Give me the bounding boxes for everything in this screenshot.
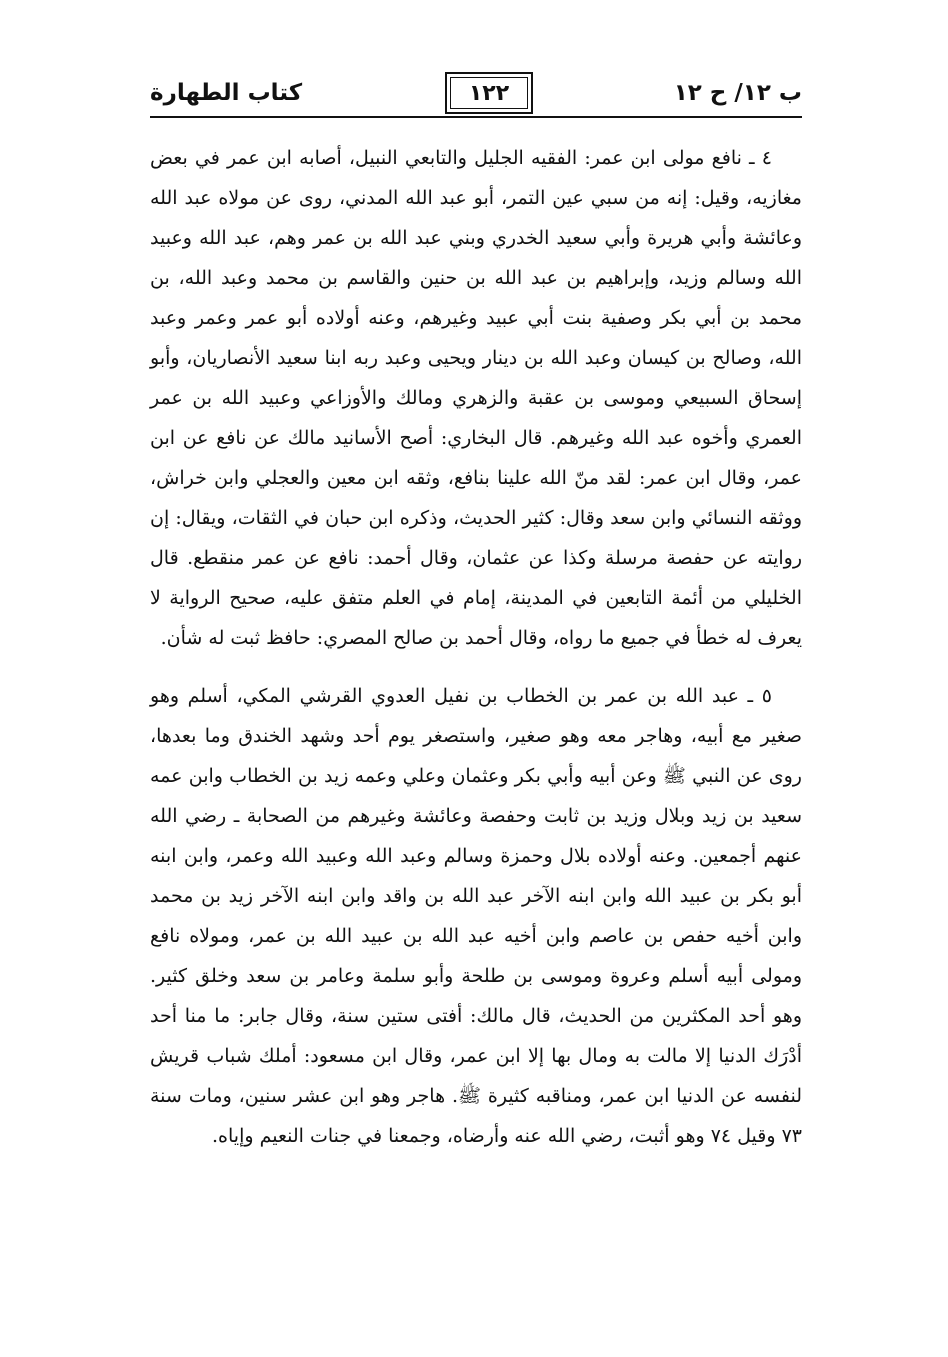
page-number: ١٢٢ [445, 72, 533, 114]
book-title: كتاب الطهارة [150, 80, 303, 106]
biography-entry-5: ٥ ـ عبد الله بن عمر بن الخطاب بن نفيل العدوي القرشي المكي، أسلم وهو صغير مع أبيه، وهاجر معه وهو صغير، واستصغر يوم أحد وشهد الخندق وما بعدها، روى عن النبي ﷺ وعن أبيه وأبي بكر وعثمان وعلي وعمه زيد بن الخطاب وابن عمه سعيد بن زيد وبلال وزيد بن ثابت وحفصة وعائشة وغيرهم من الصحابة ـ رضي الله عنهم أجمعين. وعنه أولاده بلال وحمزة وسالم وعبد الله وعبيد الله وعمر، وابن ابنه أبو بكر بن عبيد الله وابن ابنه الآخر عبد الله بن واقد وابن ابنه الآخر زيد بن محمد وابن أخيه حفص بن عاصم وابن أخيه عبد الله بن عبيد الله بن عمر، ومولاه نافع ومولى أبيه أسلم وعروة وموسى بن طلحة وأبو سلمة وعامر بن سعد وخلق كثير. وهو أحد المكثرين من الحديث، قال مالك: أفتى ستين سنة، وقال جابر: ما منا أحد أدْرَك الدنيا إلا مالت به ومال بها إلا ابن عمر، وقال ابن مسعود: أملك شباب قريش لنفسه عن الدنيا ابن عمر، ومناقبه كثيرة ﷺ. هاجر وهو ابن عشر سنين، ومات سنة ٧٣ وقيل ٧٤ وهو أثبت، رضي الله عنه وأرضاه، وجمعنا في جنات النعيم وإياه. [150, 685, 802, 1147]
page-header [150, 70, 802, 122]
page-body [150, 138, 802, 1156]
biography-entry-4: ٤ ـ نافع مولى ابن عمر: الفقيه الجليل والتابعي النبيل، أصابه ابن عمر في بعض مغازيه، وقيل: إنه من سبي عين التمر، أبو عبد الله المدني، روى عن مولاه عبد الله وعائشة وأبي هريرة وأبي سعيد الخدري وبني عبد الله بن عمر وهم، عبد الله وعبيد الله وسالم وزيد، وإبراهيم بن عبد الله بن حنين والقاسم بن محمد وعبد الله، بن محمد بن أبي بكر وصفية بنت أبي عبيد وغيرهم، وعنه أولاده أبو عمر وعمر وعبد الله، وصالح بن كيسان وعبد الله بن دينار ويحيى وعبد ربه ابنا سعيد الأنصاريان، وأبو إسحاق السبيعي وموسى بن عقبة والزهري ومالك والأوزاعي وعبيد الله بن عمر العمري وأخوه عبد الله وغيرهم. قال البخاري: أصح الأسانيد مالك عن نافع عن ابن عمر، وقال ابن عمر: لقد منّ الله علينا بنافع، وثقه ابن معين والعجلي وابن خراش، ووثقه النسائي وابن سعد وقال: كثير الحديث، وذكره ابن حبان في الثقات، ويقال: إن روايته عن حفصة مرسلة وكذا عن عثمان، وقال أحمد: نافع عن عمر منقطع. قال الخليلي من أئمة التابعين في المدينة، إمام في العلم متفق عليه، صحيح الرواية لا يعرف له خطأ في جميع ما رواه، وقال أحمد بن صالح المصري: حافظ ثبت له شأن. [150, 147, 802, 649]
header-divider [150, 116, 802, 118]
running-reference: ب ١٢/ ح ١٢ [673, 80, 802, 106]
